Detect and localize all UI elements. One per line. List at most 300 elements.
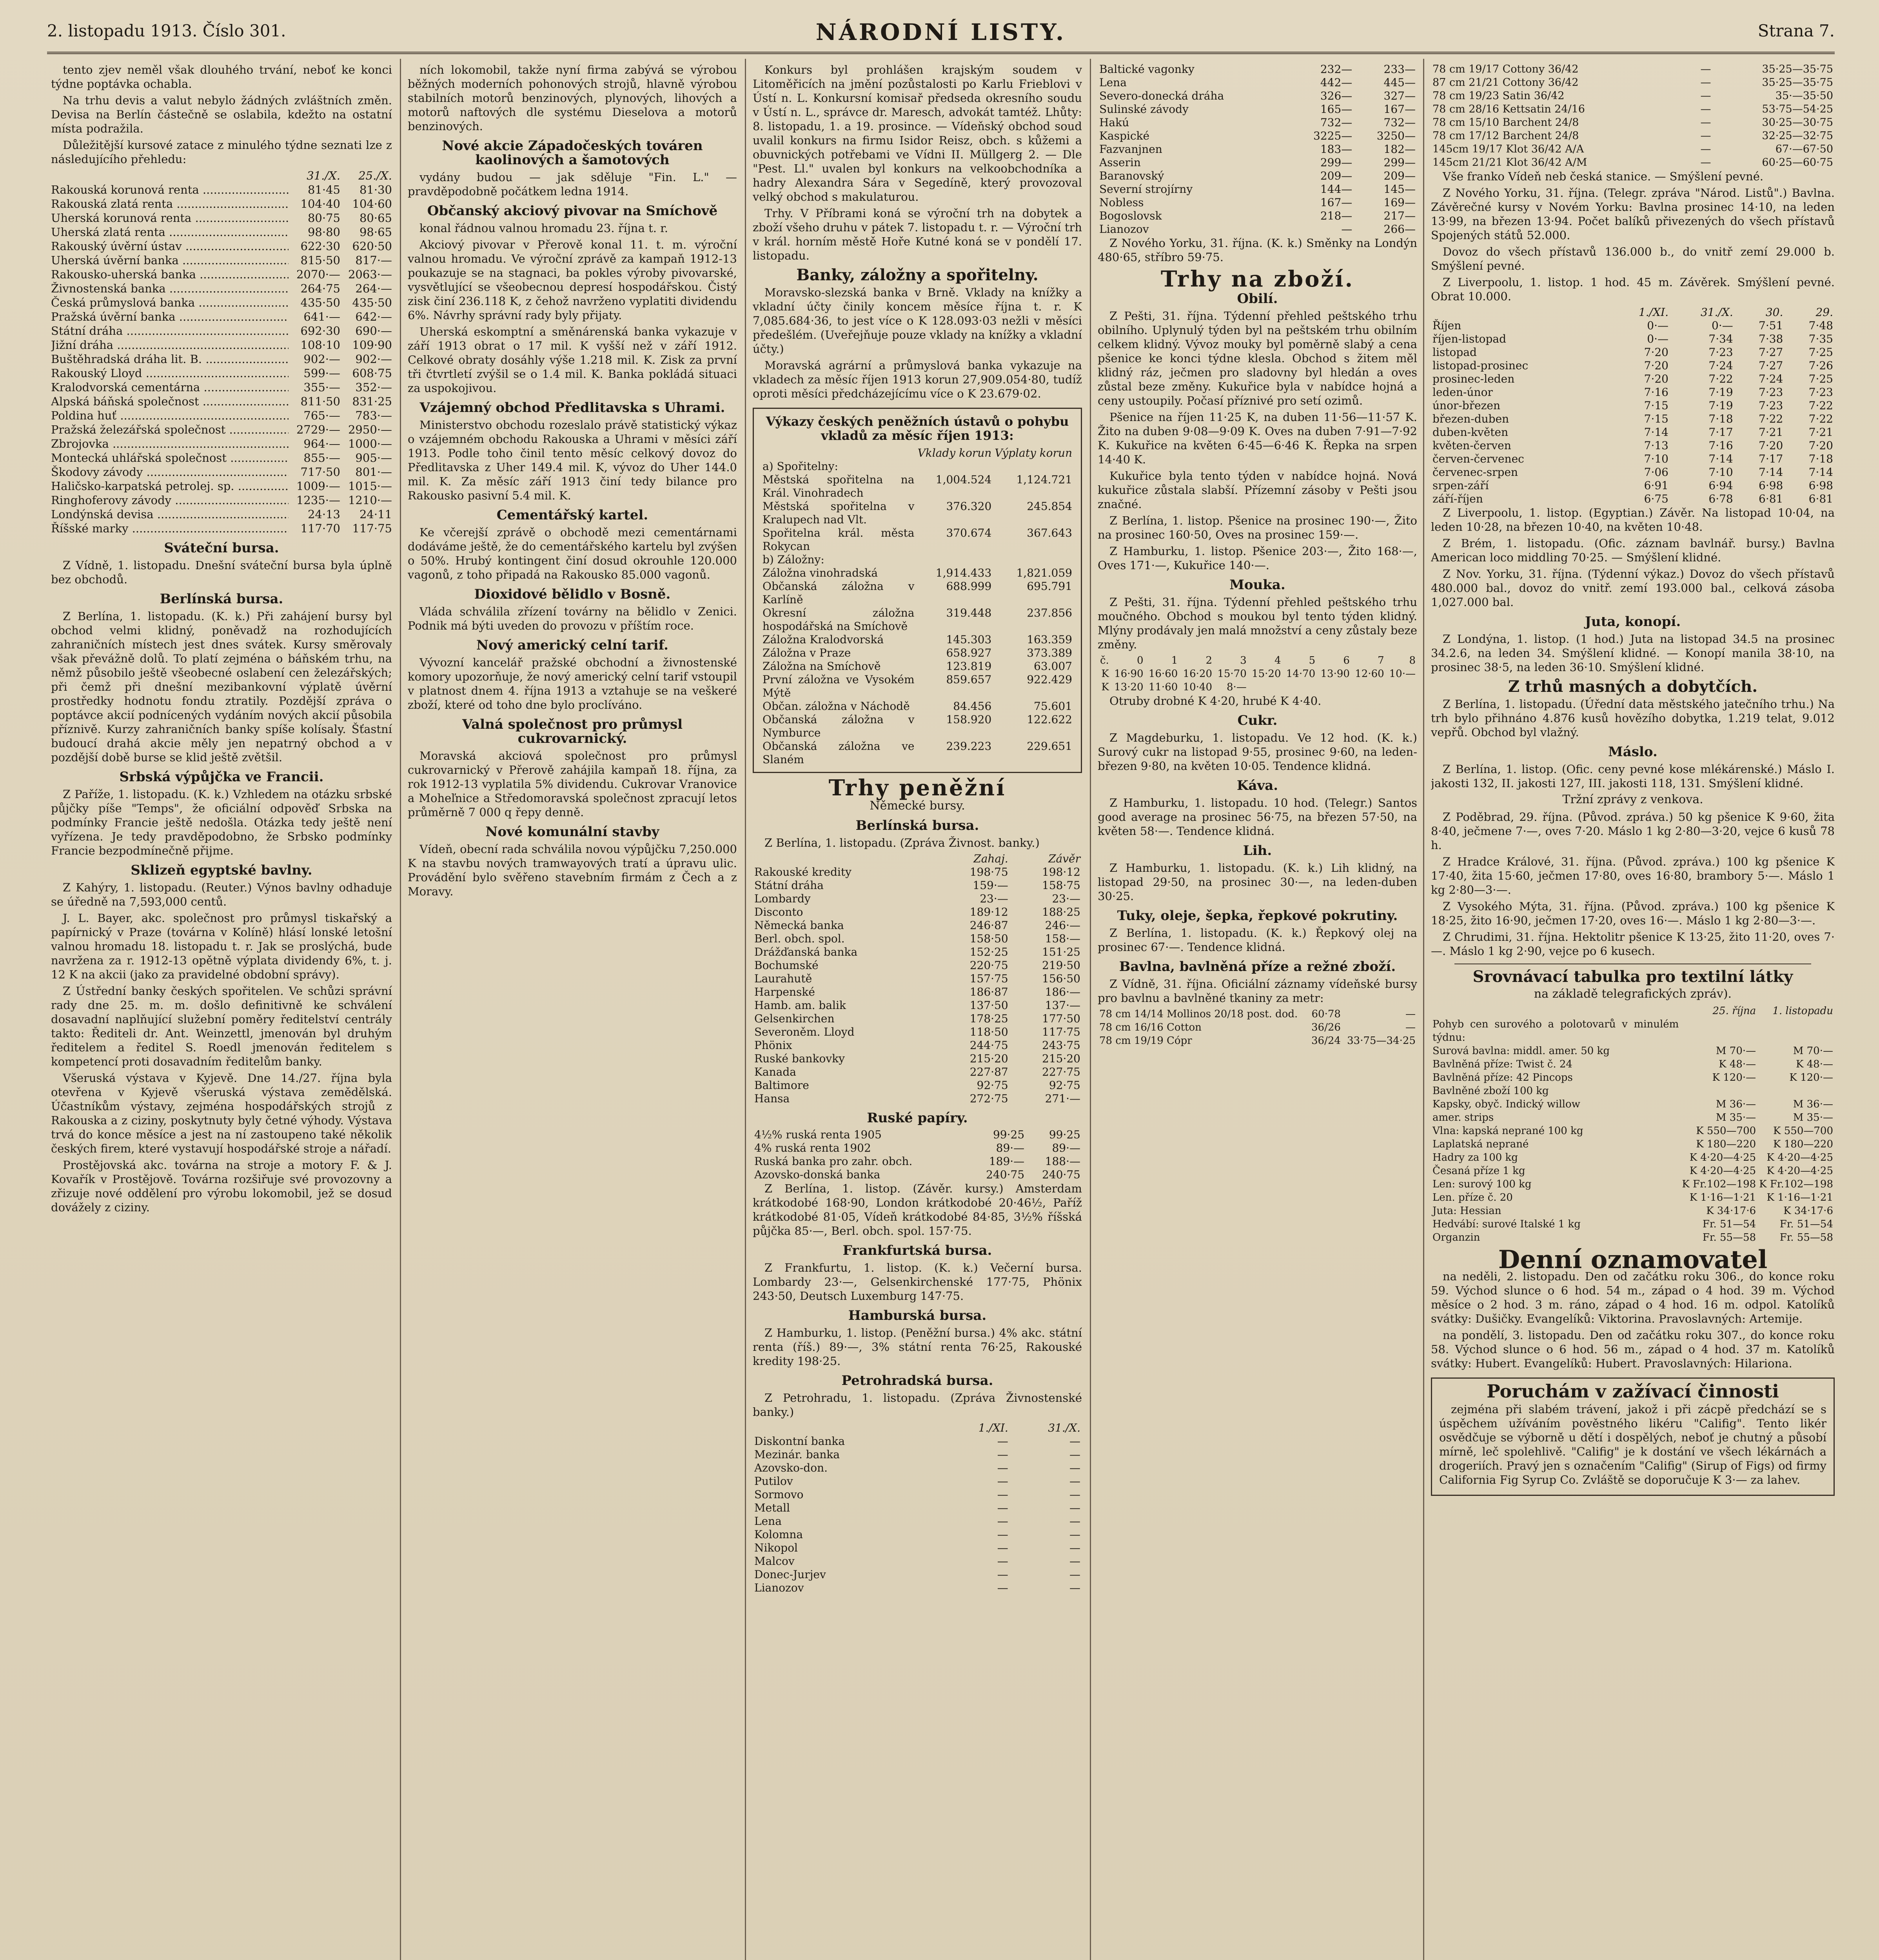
rate-value: 811·50 (300, 395, 340, 408)
rate-value: 620·50 (352, 240, 392, 253)
table-row (1431, 103, 1835, 116)
rate-value: 964·— (303, 437, 340, 450)
rate-value: 1000·— (348, 437, 392, 450)
table-cell: září-říjen (1432, 492, 1483, 505)
section-heading: Srbská výpůjčka ve Francii. (119, 769, 324, 785)
table-cell: 0·— (1647, 332, 1668, 345)
table-row (753, 972, 1082, 985)
table-cell: 12·60 (1355, 668, 1384, 680)
rate-value: 98·80 (307, 225, 340, 239)
table-cell: K 4·20—4·25 (1689, 1165, 1756, 1177)
table-row (1098, 89, 1417, 103)
paragraph: Z Nov. Yorku, 31. října. (Týdenní výkaz.) Dovoz do všech přístavů 480.000 bal., dovoz do vnitř. zemí 193.000 bal., celková zásoba 1,027.000 bal. (1431, 567, 1835, 609)
table-cell: 151·25 (1042, 946, 1080, 958)
petersburg-exchange-table (753, 1421, 1082, 1595)
table-row (1431, 1138, 1835, 1151)
table-cell: 11·60 (1148, 681, 1178, 693)
table-cell: Metall (754, 1501, 790, 1514)
table-row (1431, 1058, 1835, 1071)
table-cell (1282, 681, 1317, 694)
table-cell: 327— (1383, 89, 1416, 102)
paragraph: Trhy. V Příbrami koná se výroční trh na dobytek a zboží všeho druhu v pátek 7. listopadu t. r. — Výroční trh v král. horním městě Hoře Kutné koná se v pondělí 17. listopadu. (753, 207, 1082, 262)
paragraph: Z Poděbrad, 29. října. (Původ. zpráva.) 50 kg pšenice K 9·60, žita 8·40, ječmene 7·—, oves 7·20. Máslo 1 kg 2·80—3·20, vejce 6 kusů 78 h. (1431, 810, 1835, 852)
table-cell: Lianozov (1099, 223, 1149, 236)
rate-value: 599·— (303, 367, 340, 380)
table-cell: Nikopol (754, 1541, 798, 1554)
masthead-title: NÁRODNÍ LISTY. (815, 19, 1066, 45)
table-cell: — (997, 1555, 1008, 1568)
table-cell: — (1069, 1528, 1080, 1541)
table-cell: 370.674 (946, 526, 992, 539)
security-name: Rakouská zlatá renta ..... (51, 197, 289, 211)
table-cell: K Fr.102—198 (1759, 1178, 1833, 1190)
table-cell: 6·91 (1644, 479, 1668, 492)
table-cell: 227·75 (1042, 1065, 1080, 1078)
table-cell: 16·60 (1148, 668, 1178, 680)
table-header-row (753, 852, 1082, 866)
rate-value: 355·— (303, 381, 340, 394)
table-cell: 144— (1320, 183, 1353, 196)
deposit-report-box (753, 408, 1082, 773)
table-header-cell (753, 1421, 943, 1435)
table-cell: Bogoslovsk (1099, 209, 1162, 222)
table-header-cell (1431, 1004, 1680, 1018)
section-heading: Berlínská bursa. (160, 591, 283, 607)
table-row (1431, 386, 1835, 399)
section-heading: Berlínská bursa. (855, 818, 979, 833)
table-cell: leden-únor (1432, 386, 1493, 399)
table-cell: 246·87 (969, 919, 1008, 932)
security-name: Říšské marky ..... (51, 521, 289, 535)
table-cell: 7·10 (1708, 466, 1733, 479)
table-cell: Kanada (754, 1065, 796, 1078)
table-cell: Diskontní banka (754, 1435, 845, 1448)
table-cell: 1,914.433 (935, 566, 992, 579)
table-cell: Ruské bankovky (754, 1052, 845, 1065)
table-cell: Okresní záložna hospodářská na Smíchově (762, 606, 915, 633)
table-cell: 233— (1383, 63, 1416, 76)
table-cell: — (1069, 1515, 1080, 1528)
security-name: Česká průmyslová banka ..... (51, 296, 289, 310)
table-cell: 13·20 (1114, 681, 1144, 693)
table-cell: 215·20 (969, 1052, 1008, 1065)
table-cell: 7 (1378, 655, 1384, 666)
table-cell: Drážďanská banka (754, 946, 858, 958)
table-row (1431, 89, 1835, 103)
rate-value: 815·50 (300, 254, 340, 267)
table-cell: K 48·— (1719, 1058, 1756, 1070)
column-rule (1090, 59, 1091, 1960)
paragraph: Z Berlína, 1. listop. (Ofic. ceny pevné kose mlékárenské.) Máslo I. jakosti 132, II. jakosti 127, III. jakosti 118, 131. Smýšlení klidné. (1431, 762, 1835, 790)
table-cell: První záložna ve Vysokém Mýtě (762, 673, 915, 699)
table-cell: 6·81 (1808, 492, 1833, 505)
table-row (761, 606, 1074, 633)
table-cell: 6·98 (1808, 479, 1833, 492)
table-cell: K 180—220 (1696, 1138, 1756, 1150)
table-cell: — (997, 1435, 1008, 1448)
paragraph: Z Hamburku, 1. listopadu. 10 hod. (Telegr.) Santos good average na prosinec 56·75, na březen 57·50, na květen 58·—. Tendence klidná. (1098, 796, 1417, 838)
table-row (1098, 209, 1417, 223)
table-row (1431, 452, 1835, 466)
paragraph: konal řádnou valnou hromadu 23. října t. r. (419, 221, 668, 235)
paragraph: ních lokomobil, takže nyní firma zabývá se výrobou běžných moderních pohonových strojů, hlavně výrobou stabilních motorů benzinových, plynových, lihových a motorů naftových dle systému Dieselova a motorů benzinových. (408, 63, 737, 133)
table-row (753, 1581, 1082, 1595)
table-cell: 16·20 (1183, 668, 1213, 680)
table-row (761, 500, 1074, 526)
table-cell: M 35·— (1793, 1112, 1833, 1123)
paragraph: Z Hamburku, 1. listopadu. (K. k.) Lih klidný, na listopad 29·50, na prosinec 30·—, na leden-duben 30·25. (1098, 861, 1417, 903)
table-row (761, 633, 1074, 646)
table-cell: M 36·— (1793, 1098, 1833, 1110)
table-cell: 33·75—34·25 (1347, 1035, 1416, 1047)
table-cell: Hamb. am. balik (754, 999, 846, 1012)
table-row (1431, 1098, 1835, 1111)
table-cell: 89·— (1052, 1142, 1080, 1154)
table-cell: 7·20 (1644, 359, 1668, 372)
paragraph: Všeruská výstava v Kyjevě. Dne 14./27. října byla otevřena v Kyjevě všeruská výstava zemědělská. Účastníkům výstavy, zejména hospodářských strojů z Rakouska a z ciziny, poskytnuty byly četné výhody. Výstava trvá do konce měsíce a jest na ní zastoupeno také několik českých firem, které vystavují hospodářské stroje a nářadí. (51, 1071, 392, 1155)
table-cell: 123.819 (946, 660, 992, 673)
table-cell: — (1700, 76, 1711, 89)
table-cell: 219·50 (1042, 959, 1080, 972)
table-cell: 186·87 (969, 985, 1008, 998)
table-cell: 7·25 (1808, 346, 1833, 359)
paragraph: Vláda schválila zřízení továrny na bělidlo v Zenici. Podnik má býti uveden do provozu v příštím roce. (408, 605, 737, 632)
table-cell: — (1069, 1581, 1080, 1594)
table-cell: Lombardy (754, 892, 811, 905)
list-item (51, 338, 392, 352)
table-row (1431, 76, 1835, 89)
table-cell: 922.429 (1027, 673, 1072, 686)
table-cell: Fr. 55—58 (1702, 1232, 1756, 1243)
table-cell: Baltimore (754, 1079, 809, 1092)
list-item (51, 296, 392, 310)
table-cell: 32·25—32·75 (1762, 130, 1833, 142)
table-cell: Říjen (1432, 319, 1461, 332)
paragraph: Vídeň, obecní rada schválila novou výpůjčku 7,250.000 K na stavbu nových tramwayových tratí a úpravu ulic. Provádění bylo svěřeno stavebním firmám z Čech a z Moravy. (408, 842, 737, 898)
table-cell: červenec-srpen (1432, 466, 1518, 479)
table-cell: 2 (1205, 655, 1213, 666)
table-cell: 6·94 (1708, 479, 1733, 492)
paragraph: Z Vídně, 31. října. Oficiální záznamy vídeňské bursy pro bavlnu a bavlněné tkaniny za metr: (1098, 977, 1417, 1005)
table-cell: 695.791 (1027, 580, 1072, 593)
paragraph: Z Liverpoolu, 1. listop. (Egyptian.) Závěr. Na listopad 10·04, na leden 10·28, na březen 10·40, na květen 10·48. (1431, 506, 1835, 534)
list-item (51, 352, 392, 366)
table-row (753, 1025, 1082, 1039)
table-cell: — (1069, 1461, 1080, 1474)
table-cell (1248, 681, 1283, 694)
table-cell: M 70·— (1793, 1045, 1833, 1057)
table-row (1431, 1071, 1835, 1084)
paragraph: J. L. Bayer, akc. společnost pro průmysl tiskařský a papírnický v Praze (továrna v Kolíně) hlásí lonské letošní valnou hromadu 18. listopadu t. r. Jak se proslýchá, bude navržena za r. 1912-13 opětně výplata dividendy 6%, t. j. 12 K na akcii (jako za pravidelné obdobní správy). (51, 911, 392, 981)
table-cell: 7·14 (1644, 426, 1668, 439)
table-row (1431, 319, 1835, 332)
table-cell: 137·— (1045, 999, 1080, 1012)
list-item (51, 253, 392, 267)
list-item (51, 380, 392, 394)
table-row (1098, 143, 1417, 156)
paragraph: Z Berlína, 1. listopadu. (K. k.) Řepkový olej na prosinec 67·—. Tendence klidná. (1098, 926, 1417, 954)
table-cell: Kapsky, obyč. Indický willow (1432, 1098, 1580, 1110)
rate-value: 1235·— (296, 494, 340, 507)
table-cell: M 36·— (1716, 1098, 1756, 1110)
table-cell: amer. strips (1432, 1112, 1494, 1123)
table-row (1431, 116, 1835, 129)
table-cell: 167— (1383, 103, 1416, 116)
table-cell: Spořitelna král. města Rokycan (762, 526, 915, 553)
section-heading: Nový americký celní tarif. (476, 637, 668, 653)
rate-value: 902·— (355, 352, 392, 366)
paragraph: Uherská eskomptní a směnárenská banka vykazuje v září 1913 obrat o 17 mil. K vyšší než v září 1912. Celkové obraty dosáhly výše 1.218 mil. K. Zisk za první tři čtvrtletí zvýšil se o 1.4 mil. K. Banka pokládá situaci za uspokojivou. (408, 325, 737, 395)
table-cell: 145cm 21/21 Klot 36/42 A/M (1432, 156, 1587, 169)
table-cell: 209— (1320, 169, 1353, 182)
table-cell: 7·27 (1759, 346, 1783, 359)
security-name: Kralodvorská cementárna ..... (51, 380, 289, 394)
paragraph: vydány budou — jak sděluje "Fin. L." — pravděpodobně počátkem ledna 1914. (408, 171, 737, 198)
table-cell: 177·50 (1042, 1012, 1080, 1025)
table-row (1431, 466, 1835, 479)
table-row (753, 1155, 1082, 1168)
table-cell: duben-květen (1432, 426, 1509, 439)
table-cell: 87 cm 21/21 Cottony 36/42 (1432, 76, 1579, 89)
table-cell (1351, 681, 1386, 694)
table-cell: Záložna na Smíchově (762, 660, 881, 673)
table-cell: — (997, 1568, 1008, 1581)
table-cell: srpen-září (1432, 479, 1489, 492)
table-cell: M 70·— (1716, 1045, 1756, 1057)
security-name: Uherská úvěrní banka ..... (51, 253, 289, 267)
paragraph: Z Pešti, 31. října. Týdenní přehled peštského trhu moučného. Obchod s moukou byl tento týden klidný. Mlýny prodávaly jen malá množství a ceny zůstaly beze změny. (1098, 595, 1417, 651)
section-heading: Máslo. (1608, 744, 1658, 760)
table-cell: 6·78 (1708, 492, 1733, 505)
table-row (1431, 1191, 1835, 1204)
paragraph: Z Liverpoolu, 1. listop. 1 hod. 45 m. Závěrek. Smýšlení pevné. Obrat 10.000. (1431, 276, 1835, 303)
list-item (51, 394, 392, 408)
table-cell: — (1405, 1008, 1416, 1020)
paragraph: Z Berlína, 1. listop. (Závěr. kursy.) Amsterdam krátkodobé 168·90, London krátkodobé 20·46½, Paříž krátkodobé 81·05, Vídeň krátkodobé 84·85, 3½% říšská půjčka 85·—, Berl. obch. spol. 157·75. (753, 1182, 1082, 1238)
table-row (1098, 63, 1417, 76)
paragraph: Z Pešti, 31. října. Týdenní přehled peštského trhu obilního. Uplynulý týden byl na peštském trhu obilním celkem klidný. Vývoz mouky byl poměrně slabý a cena pšenice ke konci týdne klesla. Obchod s žitem měl klidný ráz, ječmen pro sladovny byl hledán a oves zůstal beze změny. Kukuřice byla v nabídce hojná a ceny ustoupily. Počasí příznivé pro setí ozimů. (1098, 309, 1417, 407)
table-cell: Hedvábí: surové Italské 1 kg (1432, 1218, 1581, 1230)
section-heading: Nové komunální stavby (485, 824, 659, 840)
table-cell: 10·40 (1183, 681, 1213, 693)
paragraph: Ministerstvo obchodu rozeslalo právě statistický výkaz o vzájemném obchodu Rakouska a Uhrami v měsíci září 1913. Podle toho činil tento měsíc celkový dovoz do Předlitavska z Uher 149.4 mil. K, vývoz do Uher 144.0 mil. K. Za měsíc září 1913 činí tedy bilance pro Rakousko pasivní 5.4 mil. K. (408, 418, 737, 502)
table-row (753, 1128, 1082, 1142)
table-cell: 189·— (989, 1155, 1025, 1168)
table-row (761, 553, 1074, 566)
table-cell: 14·70 (1286, 668, 1316, 680)
table-cell (916, 553, 993, 566)
table-cell: Donec-Jurjev (754, 1568, 826, 1581)
table-cell: 245.854 (1027, 500, 1072, 513)
security-name: Rakouský Lloyd ..... (51, 366, 289, 380)
table-cell: 732— (1320, 116, 1353, 129)
table-row (1098, 223, 1417, 236)
table-cell: — (1700, 63, 1711, 75)
rate-value: 81·30 (359, 183, 392, 196)
rate-value: 98·65 (359, 225, 392, 239)
table-cell: 53·75—54·25 (1762, 103, 1833, 115)
table-cell: 4½% ruská renta 1905 (754, 1128, 882, 1141)
paragraph: Důležitější kursové zatace z minulého týdne seznati lze z následujícího přehledu: (51, 138, 392, 166)
table-cell: 188·— (1045, 1155, 1080, 1168)
table-cell: K 1·16—1·21 (1766, 1192, 1833, 1203)
table-cell: 23·— (1052, 892, 1080, 905)
table-cell: 78 cm 17/12 Barchent 24/8 (1432, 130, 1579, 142)
table-cell: — (1069, 1488, 1080, 1501)
table-cell: 7·06 (1644, 466, 1668, 479)
rate-value: 264·75 (300, 282, 340, 295)
paragraph: Z Magdeburku, 1. listopadu. Ve 12 hod. (K. k.) Surový cukr na listopad 9·55, prosinec 9·60, na leden-březen 9·80, na květen 10·05. Tendence klidná. (1098, 731, 1417, 773)
rate-value: 109·90 (352, 338, 392, 352)
table-cell: 182— (1383, 143, 1416, 156)
table-cell: Městská spořitelna v Kralupech nad Vlt. (762, 500, 915, 526)
section-heading: Srovnávací tabulka pro textilní látky (1472, 967, 1793, 986)
rate-value: 783·— (355, 409, 392, 422)
table-cell: 84.456 (953, 700, 992, 713)
paragraph: Z Vídně, 1. listopadu. Dnešní sváteční bursa byla úplně bez obchodů. (51, 559, 392, 586)
table-cell: 7·26 (1808, 359, 1833, 372)
table-cell: Bavlněná příze: 42 Pincops (1432, 1072, 1573, 1083)
table-cell: 78 cm 14/14 Mollinos 20/18 post. dod. (1099, 1008, 1298, 1020)
table-cell: 220·75 (969, 959, 1008, 972)
security-name: Uherská korunová renta ..... (51, 211, 289, 225)
cotton-cloth-table (1098, 1007, 1417, 1047)
table-cell: 859.657 (946, 673, 992, 686)
table-cell: Občan. záložna v Náchodě (762, 700, 910, 713)
table-row (1098, 667, 1417, 681)
table-cell: listopad (1432, 346, 1477, 359)
table-header-cell: Vklady korun (917, 446, 992, 459)
table-cell: Azovsko-donská banka (754, 1168, 880, 1181)
table-cell: 183— (1320, 143, 1353, 156)
table-cell: březen-duben (1432, 412, 1509, 425)
table-cell: 78 cm 19/17 Cottony 36/42 (1432, 63, 1579, 75)
table-cell: Fr. 51—54 (1779, 1218, 1833, 1230)
table-cell: únor-březen (1432, 399, 1501, 412)
textile-comparison-table (1431, 1004, 1835, 1244)
table-cell: 7·14 (1708, 452, 1733, 465)
rate-value: 24·13 (307, 508, 340, 521)
table-cell: 78 cm 19/23 Satin 36/42 (1432, 90, 1565, 102)
section-banner: Trhy peněžní (828, 775, 1006, 801)
section-heading: Dioxidové bělidlo v Bosně. (474, 586, 671, 602)
table-cell: 7·20 (1644, 372, 1668, 385)
security-name: Pražská železářská společnost ..... (51, 423, 289, 437)
table-cell: 78 cm 19/19 Cópr (1099, 1035, 1192, 1047)
table-cell: 92·75 (977, 1079, 1008, 1092)
berlin-exchange-table (753, 852, 1082, 1105)
rate-value: 352·— (355, 381, 392, 394)
table-cell: — (1700, 116, 1711, 129)
table-cell: 158·50 (969, 932, 1008, 945)
table-row (1431, 372, 1835, 386)
deposit-table (761, 446, 1074, 766)
table-cell: — (1069, 1448, 1080, 1461)
table-row (753, 1528, 1082, 1541)
table-cell: — (1341, 223, 1353, 236)
paragraph: Moravská agrární a průmyslová banka vykazuje na vkladech za měsíc říjen 1913 korun 27,909.054·80, tudíž oproti měsíci předcházejícímu více o K 23.679·02. (753, 359, 1082, 400)
table-cell: — (997, 1448, 1008, 1461)
table-cell: Baltické vagonky (1099, 63, 1195, 76)
table-cell: Záložna vinohradská (762, 566, 878, 579)
table-row (761, 526, 1074, 553)
table-cell: Rakouské kredity (754, 866, 851, 878)
table-cell: 658.927 (946, 646, 992, 659)
table-cell: 299— (1383, 156, 1416, 169)
table-row (753, 1488, 1082, 1501)
rate-value: 690·— (355, 324, 392, 338)
table-cell: Severoněm. Lloyd (754, 1025, 855, 1038)
table-header-row (761, 446, 1074, 460)
table-row (753, 906, 1082, 919)
table-row (753, 959, 1082, 972)
table-cell: 158·75 (1042, 879, 1080, 892)
table-cell: 1,124.721 (1016, 473, 1072, 486)
rate-value: 1210·— (348, 494, 392, 507)
table-header-cell: Zahaj. (973, 852, 1008, 865)
table-cell: Ruská banka pro zahr. obch. (754, 1155, 913, 1168)
table-cell: Fr. 55—58 (1779, 1232, 1833, 1243)
table-cell: K 34·17·6 (1783, 1205, 1833, 1217)
table-cell: č. (1100, 655, 1109, 666)
table-cell: 118·50 (969, 1025, 1008, 1038)
section-heading: Ruské papíry. (867, 1110, 968, 1126)
table-row (753, 999, 1082, 1012)
section-heading: Nové akcie Západočeských továren kaolinových a šamotových (442, 138, 703, 168)
section-heading: Tuky, oleje, šepka, řepkové pokrutiny. (1117, 908, 1398, 924)
table-row (1431, 1018, 1835, 1044)
table-row (1431, 1164, 1835, 1178)
table-cell: — (997, 1501, 1008, 1514)
table-cell: 189·12 (969, 906, 1008, 918)
column-rule (745, 59, 746, 1960)
table-row (1098, 116, 1417, 129)
paragraph: Kukuřice byla tento týden v nabídce hojná. Nová kukuřice zůstala slabší. Přízemní zásoby v Pešti jsou značné. (1098, 469, 1417, 511)
table-cell: Kolomna (754, 1528, 803, 1541)
table-cell: 7·19 (1708, 399, 1733, 412)
table-cell: Laplatská neprané (1432, 1138, 1529, 1150)
rate-value: 435·50 (300, 296, 340, 309)
paragraph: Z Ústřední banky českých spořitelen. Ve schůzi správní rady dne 25. m. m. došlo definitivně ke schválení dosavadní naplňující služební poměry ředitelství centrály takto: Řediteli dr. Ant. Weinzettl, jmenován byl druhým ředitelem a ředitel S. Roedl jmenován ředitelem s kompetencí proti dosavadním ředitelům banky. (51, 984, 392, 1068)
paragraph: Z Paříže, 1. listopadu. (K. k.) Vzhledem na otázku srbské půjčky píše "Temps", že oficiální odpověď Srbska na podmínky Francie ještě nedošla. Otázka tedy ještě není vyřízena. Je tedy pravděpodobno, že Srbsko podmínky Francie bezpodmínečně přijme. (51, 788, 392, 857)
security-name: Státní dráha ..... (51, 324, 289, 338)
table-cell: 163.359 (1027, 633, 1072, 646)
rate-value: 108·10 (300, 338, 340, 352)
list-item (51, 521, 392, 535)
table-cell: 78 cm 16/16 Cotton (1099, 1022, 1202, 1033)
table-row (761, 646, 1074, 660)
table-cell: 244·75 (969, 1039, 1008, 1052)
table-row (753, 1461, 1082, 1475)
section-heading: Obilí. (1237, 291, 1278, 307)
list-item (51, 239, 392, 253)
column-rule (1423, 59, 1424, 1960)
table-row (753, 1079, 1082, 1092)
section-heading: Frankfurtská bursa. (842, 1243, 992, 1258)
table-cell: Hansa (754, 1092, 790, 1105)
table-cell: 7·19 (1708, 386, 1733, 399)
table-cell: 299— (1320, 156, 1353, 169)
table-cell: 7·38 (1759, 332, 1783, 345)
paragraph: Z Brém, 1. listopadu. (Ofic. záznam bavlnář. bursy.) Bavlna American loco middling 70·25. — Smýšlení klidné. (1431, 537, 1835, 564)
paragraph: Konkurs byl prohlášen krajským soudem v Litoměřicích na jmění pozůstalosti po Karlu Frieblovi v Ústí n. L. Konkursní komisař předseda okresního soudu v Ústí n. L., správce dr. Maresch, advokát tamtéž. Lhůty: 8. listopadu, 1. a 19. prosince. — Vídeňský obchod soud uvalil konkurs na firmu Isidor Reisz, obch. s kůžemi a obuvnických potřebami ve Vídni II. Müllgerg 2. — Dle "Pest. Ll." uvalen byl konkurs na velkoobchodníka a hadry Alexandra Sára v Segedíně, který provozoval velký obchod s makulaturou. (753, 63, 1082, 203)
table-cell: K 550—700 (1773, 1125, 1833, 1137)
rate-value: 765·— (303, 409, 340, 422)
table-row (753, 985, 1082, 999)
table-cell: 229.651 (1027, 740, 1072, 753)
table-cell: 30·25—30·75 (1762, 116, 1833, 129)
table-cell: 186·— (1045, 985, 1080, 998)
